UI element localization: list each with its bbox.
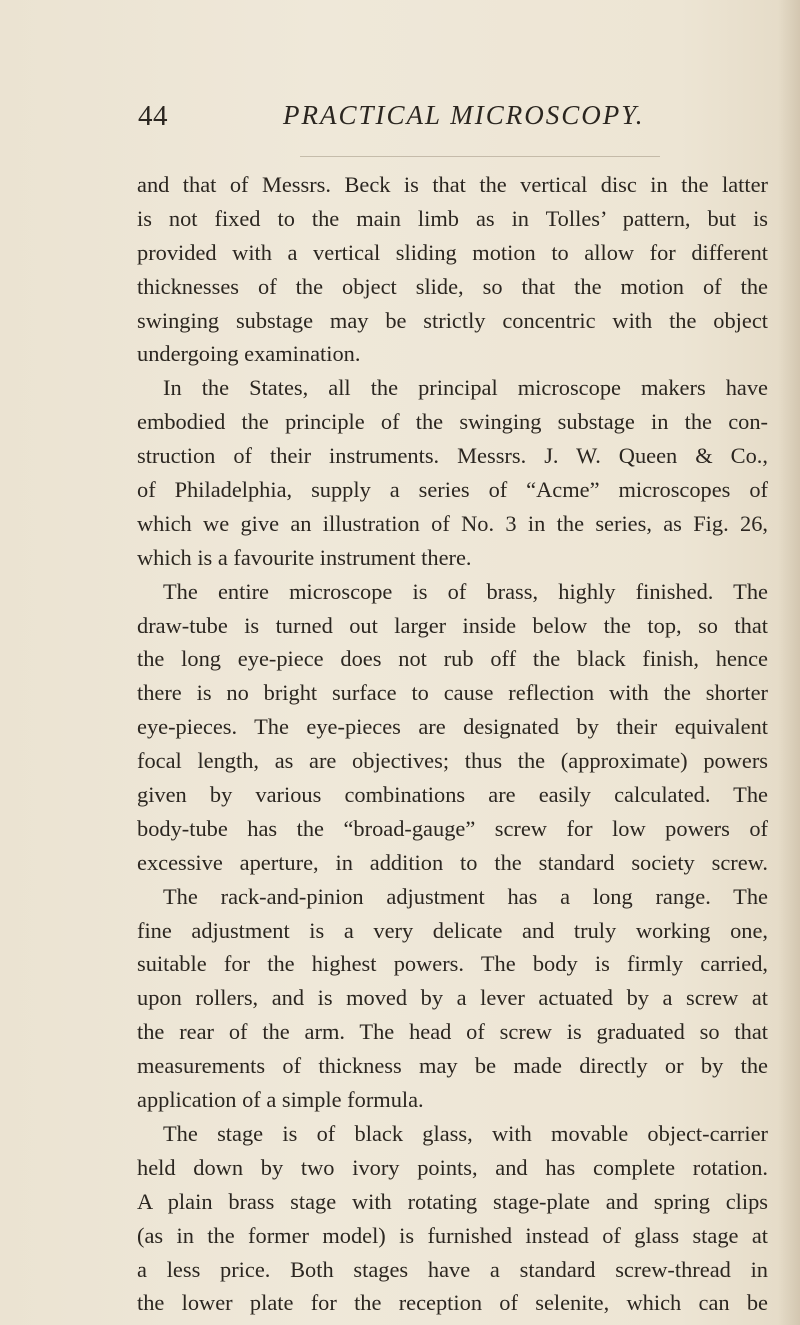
text-line: which we give an illustration of No. 3 in the series, as Fig. 26,: [137, 510, 768, 536]
text-line: measurements of thickness may be made directly or by the: [137, 1053, 768, 1079]
text-line: focal length, as are objectives; thus the (approximate) powers: [137, 748, 768, 774]
text-line: eye-pieces. The eye-pieces are designated by their equivalent: [137, 714, 768, 740]
text-line: (as in the former model) is furnished instead of glass stage at: [137, 1222, 768, 1248]
text-line: struction of their instruments. Messrs. J. W. Queen & Co.,: [137, 443, 768, 469]
running-title: PRACTICAL MICROSCOPY.: [283, 100, 645, 130]
text-line: draw-tube is turned out larger inside below the top, so that: [137, 612, 768, 638]
page-number: 44: [138, 100, 168, 132]
page-header: [138, 100, 738, 140]
page-edge-shadow: [778, 0, 800, 1325]
text-line: the long eye-piece does not rub off the black finish, hence: [137, 646, 768, 672]
header-rule: [300, 156, 660, 157]
text-line: given by various combinations are easily calculated. The: [137, 782, 768, 808]
text-line: and that of Messrs. Beck is that the vertical disc in the latter: [137, 172, 768, 197]
text-line: held down by two ivory points, and has complete rotation.: [137, 1154, 768, 1180]
text-line: suitable for the highest powers. The body is firmly carried,: [137, 951, 768, 977]
text-line: the lower plate for the reception of selenite, which can be: [137, 1290, 768, 1316]
text-line: excessive aperture, in addition to the standard society screw.: [137, 849, 768, 875]
text-line: is not fixed to the main limb as in Tolles’ pattern, but is: [137, 205, 768, 231]
text-line: fine adjustment is a very delicate and truly working one,: [137, 917, 768, 943]
text-line: A plain brass stage with rotating stage-plate and spring clips: [137, 1188, 768, 1214]
text-line: provided with a vertical sliding motion to allow for different: [137, 239, 768, 265]
text-line: the rear of the arm. The head of screw is graduated so that: [137, 1019, 768, 1045]
text-line: undergoing examination.: [137, 341, 361, 367]
text-line: swinging substage may be strictly concentric with the object: [137, 307, 768, 333]
text-line: The stage is of black glass, with movable object-carrier: [163, 1120, 768, 1146]
text-line: body-tube has the “broad-gauge” screw for low powers of: [137, 815, 768, 841]
text-line: thicknesses of the object slide, so that the motion of the: [137, 273, 768, 299]
text-line: upon rollers, and is moved by a lever actuated by a screw at: [137, 985, 768, 1011]
text-line: The rack-and-pinion adjustment has a long range. The: [163, 883, 768, 909]
text-line: of Philadelphia, supply a series of “Acme” microscopes of: [137, 477, 768, 503]
text-line: a less price. Both stages have a standard screw-thread in: [137, 1256, 768, 1282]
text-line: embodied the principle of the swinging substage in the con-: [137, 409, 768, 435]
text-line: there is no bright surface to cause reflection with the shorter: [137, 680, 768, 706]
text-line: application of a simple formula.: [137, 1087, 424, 1113]
text-line: which is a favourite instrument there.: [137, 544, 472, 570]
text-line: In the States, all the principal microscope makers have: [163, 375, 768, 401]
body-text: [137, 168, 768, 1320]
text-line: The entire microscope is of brass, highly finished. The: [163, 578, 768, 604]
